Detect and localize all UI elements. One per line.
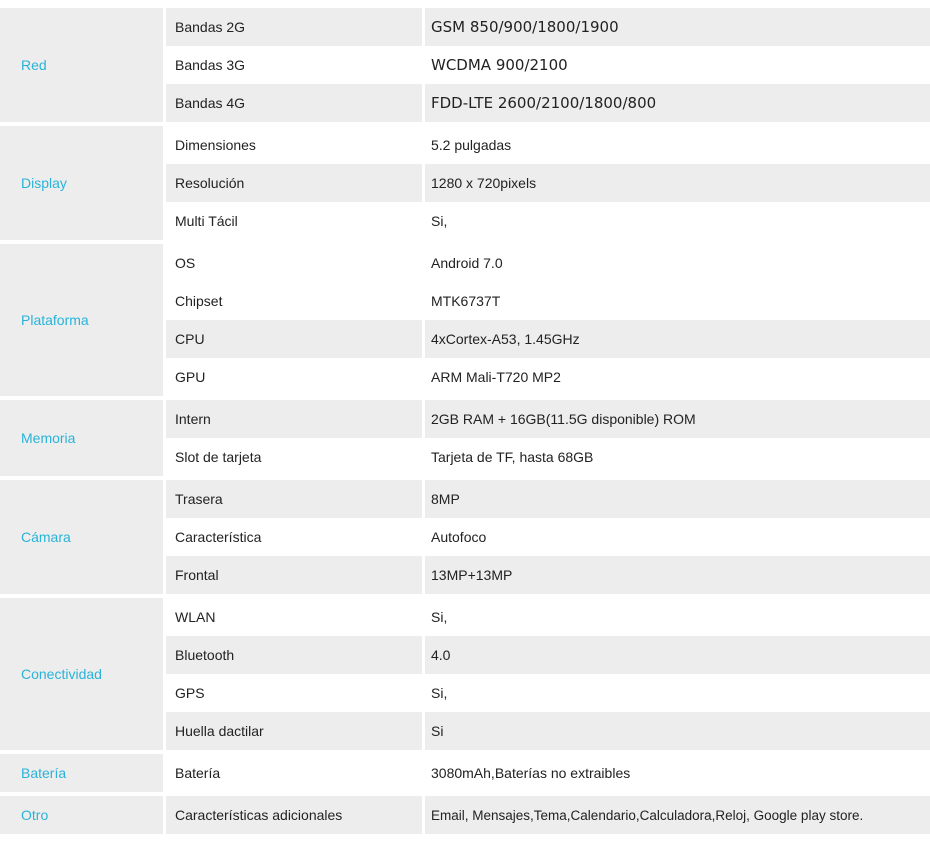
spec-row bbox=[166, 164, 930, 202]
spec-row bbox=[166, 796, 930, 834]
spec-row bbox=[166, 712, 930, 750]
group-plataforma bbox=[0, 244, 930, 396]
spec-label: Multi Tácil bbox=[175, 213, 238, 229]
spec-label: Batería bbox=[175, 765, 221, 781]
category-label: Plataforma bbox=[0, 244, 163, 396]
spec-row bbox=[166, 598, 930, 636]
spec-value: 4.0 bbox=[422, 636, 930, 674]
spec-value: Android 7.0 bbox=[422, 244, 930, 282]
spec-value: 5.2 pulgadas bbox=[422, 126, 930, 164]
spec-label: Chipset bbox=[175, 293, 223, 309]
spec-value: 4xCortex-A53, 1.45GHz bbox=[422, 320, 930, 358]
spec-label: Bandas 4G bbox=[175, 95, 246, 111]
spec-label: Huella dactilar bbox=[175, 723, 264, 739]
spec-value: 13MP+13MP bbox=[422, 556, 930, 594]
spec-label: OS bbox=[175, 255, 196, 271]
spec-row bbox=[166, 126, 930, 164]
group-memoria bbox=[0, 400, 930, 476]
spec-value: 1280 x 720pixels bbox=[422, 164, 930, 202]
spec-row bbox=[166, 438, 930, 476]
spec-row bbox=[166, 358, 930, 396]
category-label: Batería bbox=[0, 754, 163, 792]
spec-row bbox=[166, 320, 930, 358]
category-label: Otro bbox=[0, 796, 163, 834]
spec-row bbox=[166, 400, 930, 438]
spec-value: 8MP bbox=[422, 480, 930, 518]
spec-value: Si, bbox=[422, 674, 930, 712]
spec-row bbox=[166, 282, 930, 320]
spec-value: GSM 850/900/1800/1900 bbox=[422, 8, 930, 46]
spec-value: Si bbox=[422, 712, 930, 750]
spec-label: Slot de tarjeta bbox=[175, 449, 262, 465]
spec-row bbox=[166, 556, 930, 594]
spec-label: WLAN bbox=[175, 609, 216, 625]
spec-row bbox=[166, 518, 930, 556]
spec-label: Resolución bbox=[175, 175, 245, 191]
spec-row bbox=[166, 480, 930, 518]
spec-row bbox=[166, 84, 930, 122]
spec-label: Bluetooth bbox=[175, 647, 235, 663]
spec-value: Email, Mensajes,Tema,Calendario,Calculadora,Reloj, Google play store. bbox=[422, 796, 930, 834]
spec-label: Trasera bbox=[175, 491, 223, 507]
spec-row bbox=[166, 636, 930, 674]
spec-label: Dimensiones bbox=[175, 137, 256, 153]
group-bateria bbox=[0, 754, 930, 792]
spec-label: Características adicionales bbox=[175, 807, 343, 823]
spec-label: Característica bbox=[175, 529, 262, 545]
group-otro bbox=[0, 796, 930, 834]
spec-label: CPU bbox=[175, 331, 205, 347]
spec-value: MTK6737T bbox=[422, 282, 930, 320]
spec-label: Frontal bbox=[175, 567, 219, 583]
group-camara bbox=[0, 480, 930, 594]
spec-label: GPU bbox=[175, 369, 206, 385]
spec-table bbox=[0, 8, 930, 838]
spec-value: Tarjeta de TF, hasta 68GB bbox=[422, 438, 930, 476]
spec-row bbox=[166, 8, 930, 46]
spec-row bbox=[166, 244, 930, 282]
category-label: Display bbox=[0, 126, 163, 240]
spec-row bbox=[166, 46, 930, 84]
spec-value: Si, bbox=[422, 598, 930, 636]
spec-label: Bandas 3G bbox=[175, 57, 246, 73]
spec-value: Autofoco bbox=[422, 518, 930, 556]
category-label: Red bbox=[0, 8, 163, 122]
spec-value: FDD-LTE 2600/2100/1800/800 bbox=[422, 84, 930, 122]
category-label: Memoria bbox=[0, 400, 163, 476]
spec-value: 3080mAh,Baterías no extraibles bbox=[422, 754, 930, 792]
group-red bbox=[0, 8, 930, 122]
group-conectividad bbox=[0, 598, 930, 750]
category-label: Conectividad bbox=[0, 598, 163, 750]
spec-value: 2GB RAM + 16GB(11.5G disponible) ROM bbox=[422, 400, 930, 438]
spec-value: Si, bbox=[422, 202, 930, 240]
category-label: Cámara bbox=[0, 480, 163, 594]
spec-row bbox=[166, 202, 930, 240]
spec-label: GPS bbox=[175, 685, 205, 701]
spec-row bbox=[166, 674, 930, 712]
spec-value: ARM Mali-T720 MP2 bbox=[422, 358, 930, 396]
spec-label: Intern bbox=[175, 411, 211, 427]
group-display bbox=[0, 126, 930, 240]
spec-value: WCDMA 900/2100 bbox=[422, 46, 930, 84]
spec-row bbox=[166, 754, 930, 792]
spec-label: Bandas 2G bbox=[175, 19, 246, 35]
